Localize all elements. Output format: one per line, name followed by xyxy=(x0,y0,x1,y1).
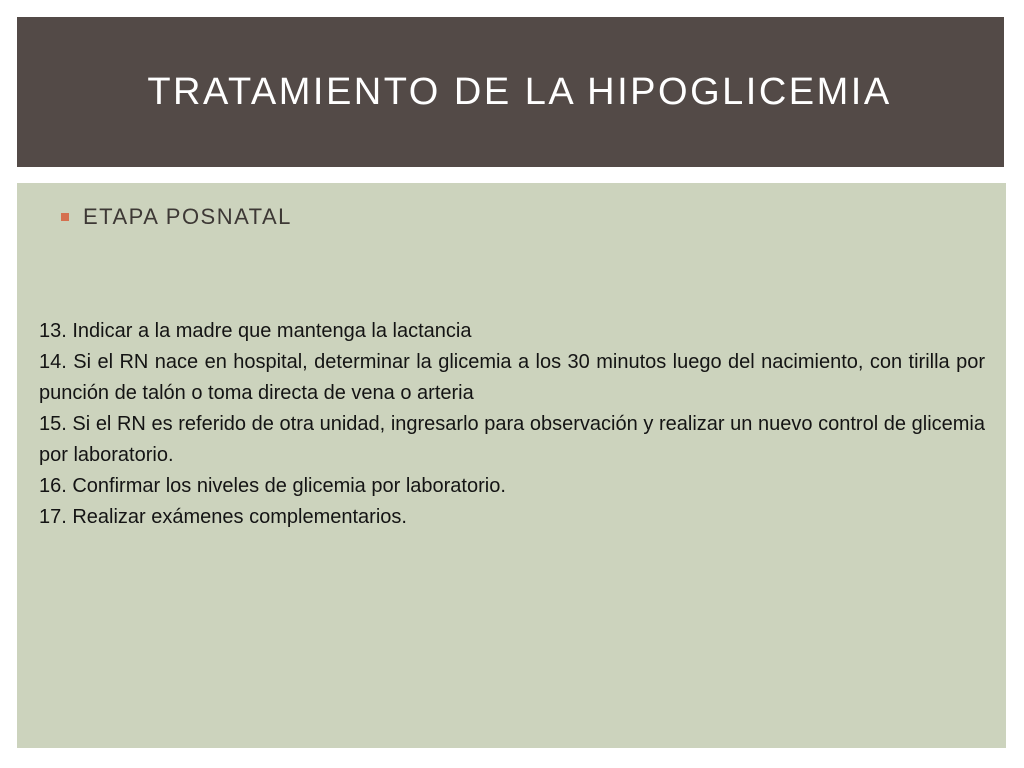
square-bullet-icon xyxy=(61,213,69,221)
title-bar xyxy=(17,17,1004,167)
list-item: 14. Si el RN nace en hospital, determinar la glicemia a los 30 minutos luego del nacimiento, con tirilla por punción de talón o toma directa de vena o arteria xyxy=(39,351,985,404)
list-item: 17. Realizar exámenes complementarios. xyxy=(39,506,407,528)
bullet-label: ETAPA POSNATAL xyxy=(83,204,292,229)
list-item: 16. Confirmar los niveles de glicemia por laboratorio. xyxy=(39,475,506,497)
instruction-list xyxy=(39,316,985,533)
content-box xyxy=(17,183,1006,748)
bullet-item xyxy=(61,204,292,230)
list-item: 13. Indicar a la madre que mantenga la lactancia xyxy=(39,320,472,342)
list-item: 15. Si el RN es referido de otra unidad, ingresarlo para observación y realizar un nuevo control de glicemia por laboratorio. xyxy=(39,413,985,466)
slide-title: TRATAMIENTO DE LA HIPOGLICEMIA xyxy=(147,70,892,113)
